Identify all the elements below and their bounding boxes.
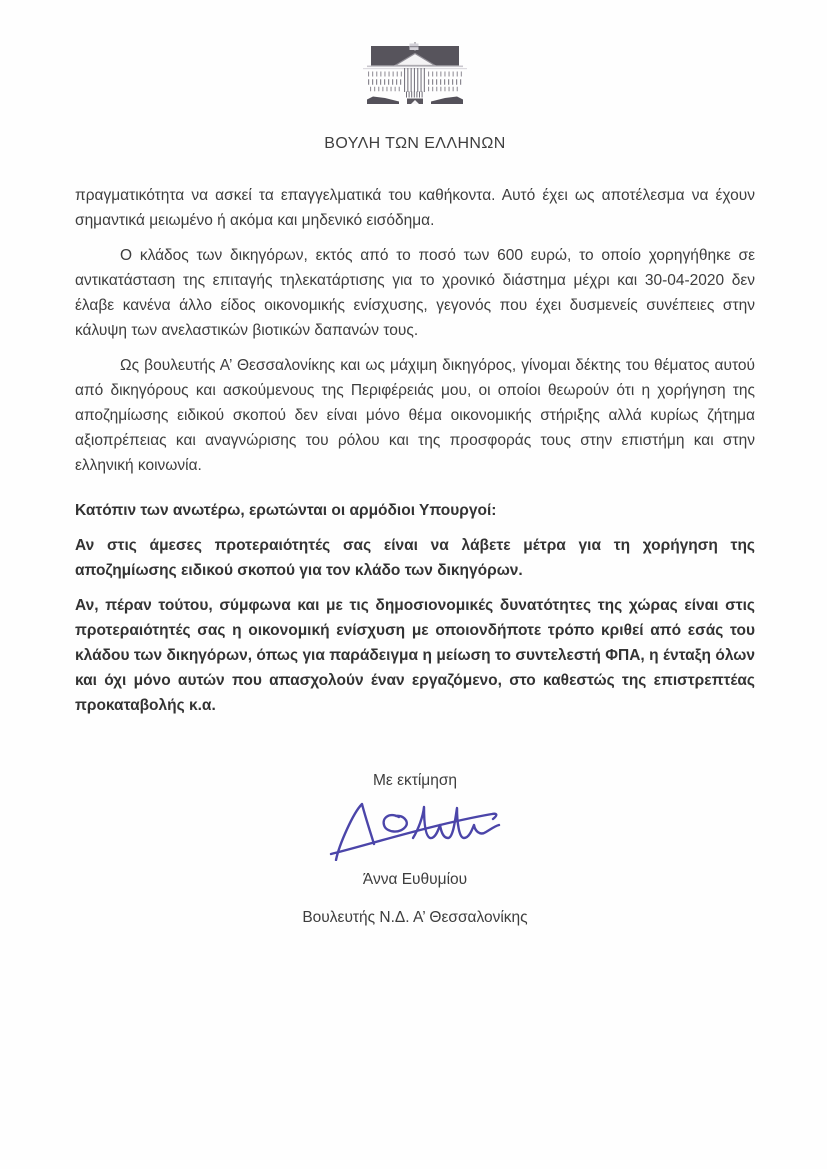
- body-paragraph-3: Ως βουλευτής Α’ Θεσσαλονίκης και ως μάχιμη δικηγόρος, γίνομαι δέκτης του θέματος αυτού από δικηγόρους και ασκούμενους της Περιφέρειάς μου, οι οποίοι θεωρούν ότι η χορήγηση της αποζημίωσης ειδικού σκοπού δεν είναι μόνο θέμα οικονομικής στήριξης αλλά κυρίως ζήτημα αξιοπρέπειας και αναγνώρισης του ρόλου και της προσφοράς τους στην επιστήμη και στην ελληνική κοινωνία.: [75, 357, 755, 474]
- hellenic-parliament-logo-icon: [359, 42, 471, 108]
- signature-block: [75, 768, 755, 930]
- question-item-1: Αν στις άμεσες προτεραιότητές σας είναι να λάβετε μέτρα για τη χορήγηση της αποζημίωσης ειδικού σκοπού για τον κλάδο των δικηγόρων.: [75, 537, 755, 579]
- document-body: [75, 183, 755, 718]
- signature-handwriting: [329, 797, 501, 861]
- signatory-title: Βουλευτής Ν.Δ. Α’ Θεσσαλονίκης: [302, 909, 528, 926]
- closing-phrase: Με εκτίμηση: [372, 772, 458, 789]
- body-paragraph-2: Ο κλάδος των δικηγόρων, εκτός από το ποσό των 600 ευρώ, το οποίο χορηγήθηκε σε αντικατάσταση της επιταγής τηλεκατάρτισης για το χρονικό διάστημα μέχρι και 30-04-2020 δεν έλαβε κανένα άλλο είδος οικονομικής ενίσχυσης, γεγονός που έχει δυσμενείς συνέπειες στην κάλυψη των ανελαστικών βιοτικών δαπανών τους.: [75, 247, 755, 339]
- question-item-2: Αν, πέραν τούτου, σύμφωνα και με τις δημοσιονομικές δυνατότητες της χώρας είναι στις προτεραιότητές σας η οικονομική ενίσχυση με οποιονδήποτε τρόπο κριθεί από εσάς του κλάδου των δικηγόρων, όπως για παράδειγμα η μείωση το συντελεστή ΦΠΑ, η ένταξη όλων και όχι μόνο αυτών που απασχολούν έναν εργαζόμενο, στο καθεστώς της επιστρεπτέας προκαταβολής κ.α.: [75, 597, 755, 714]
- questions-section: [75, 498, 755, 718]
- organization-title: ΒΟΥΛΗ ΤΩΝ ΕΛΛΗΝΩΝ: [324, 135, 506, 152]
- body-paragraph-1: πραγματικότητα να ασκεί τα επαγγελματικά του καθήκοντα. Αυτό έχει ως αποτέλεσμα να έχουν σημαντικά μειωμένο ή ακόμα και μηδενικό εισόδημα.: [75, 187, 755, 229]
- signatory-name: Άννα Ευθυμίου: [362, 871, 468, 888]
- questions-intro: Κατόπιν των ανωτέρω, ερωτώνται οι αρμόδιοι Υπουργοί:: [75, 502, 497, 519]
- document-header: [75, 42, 755, 153]
